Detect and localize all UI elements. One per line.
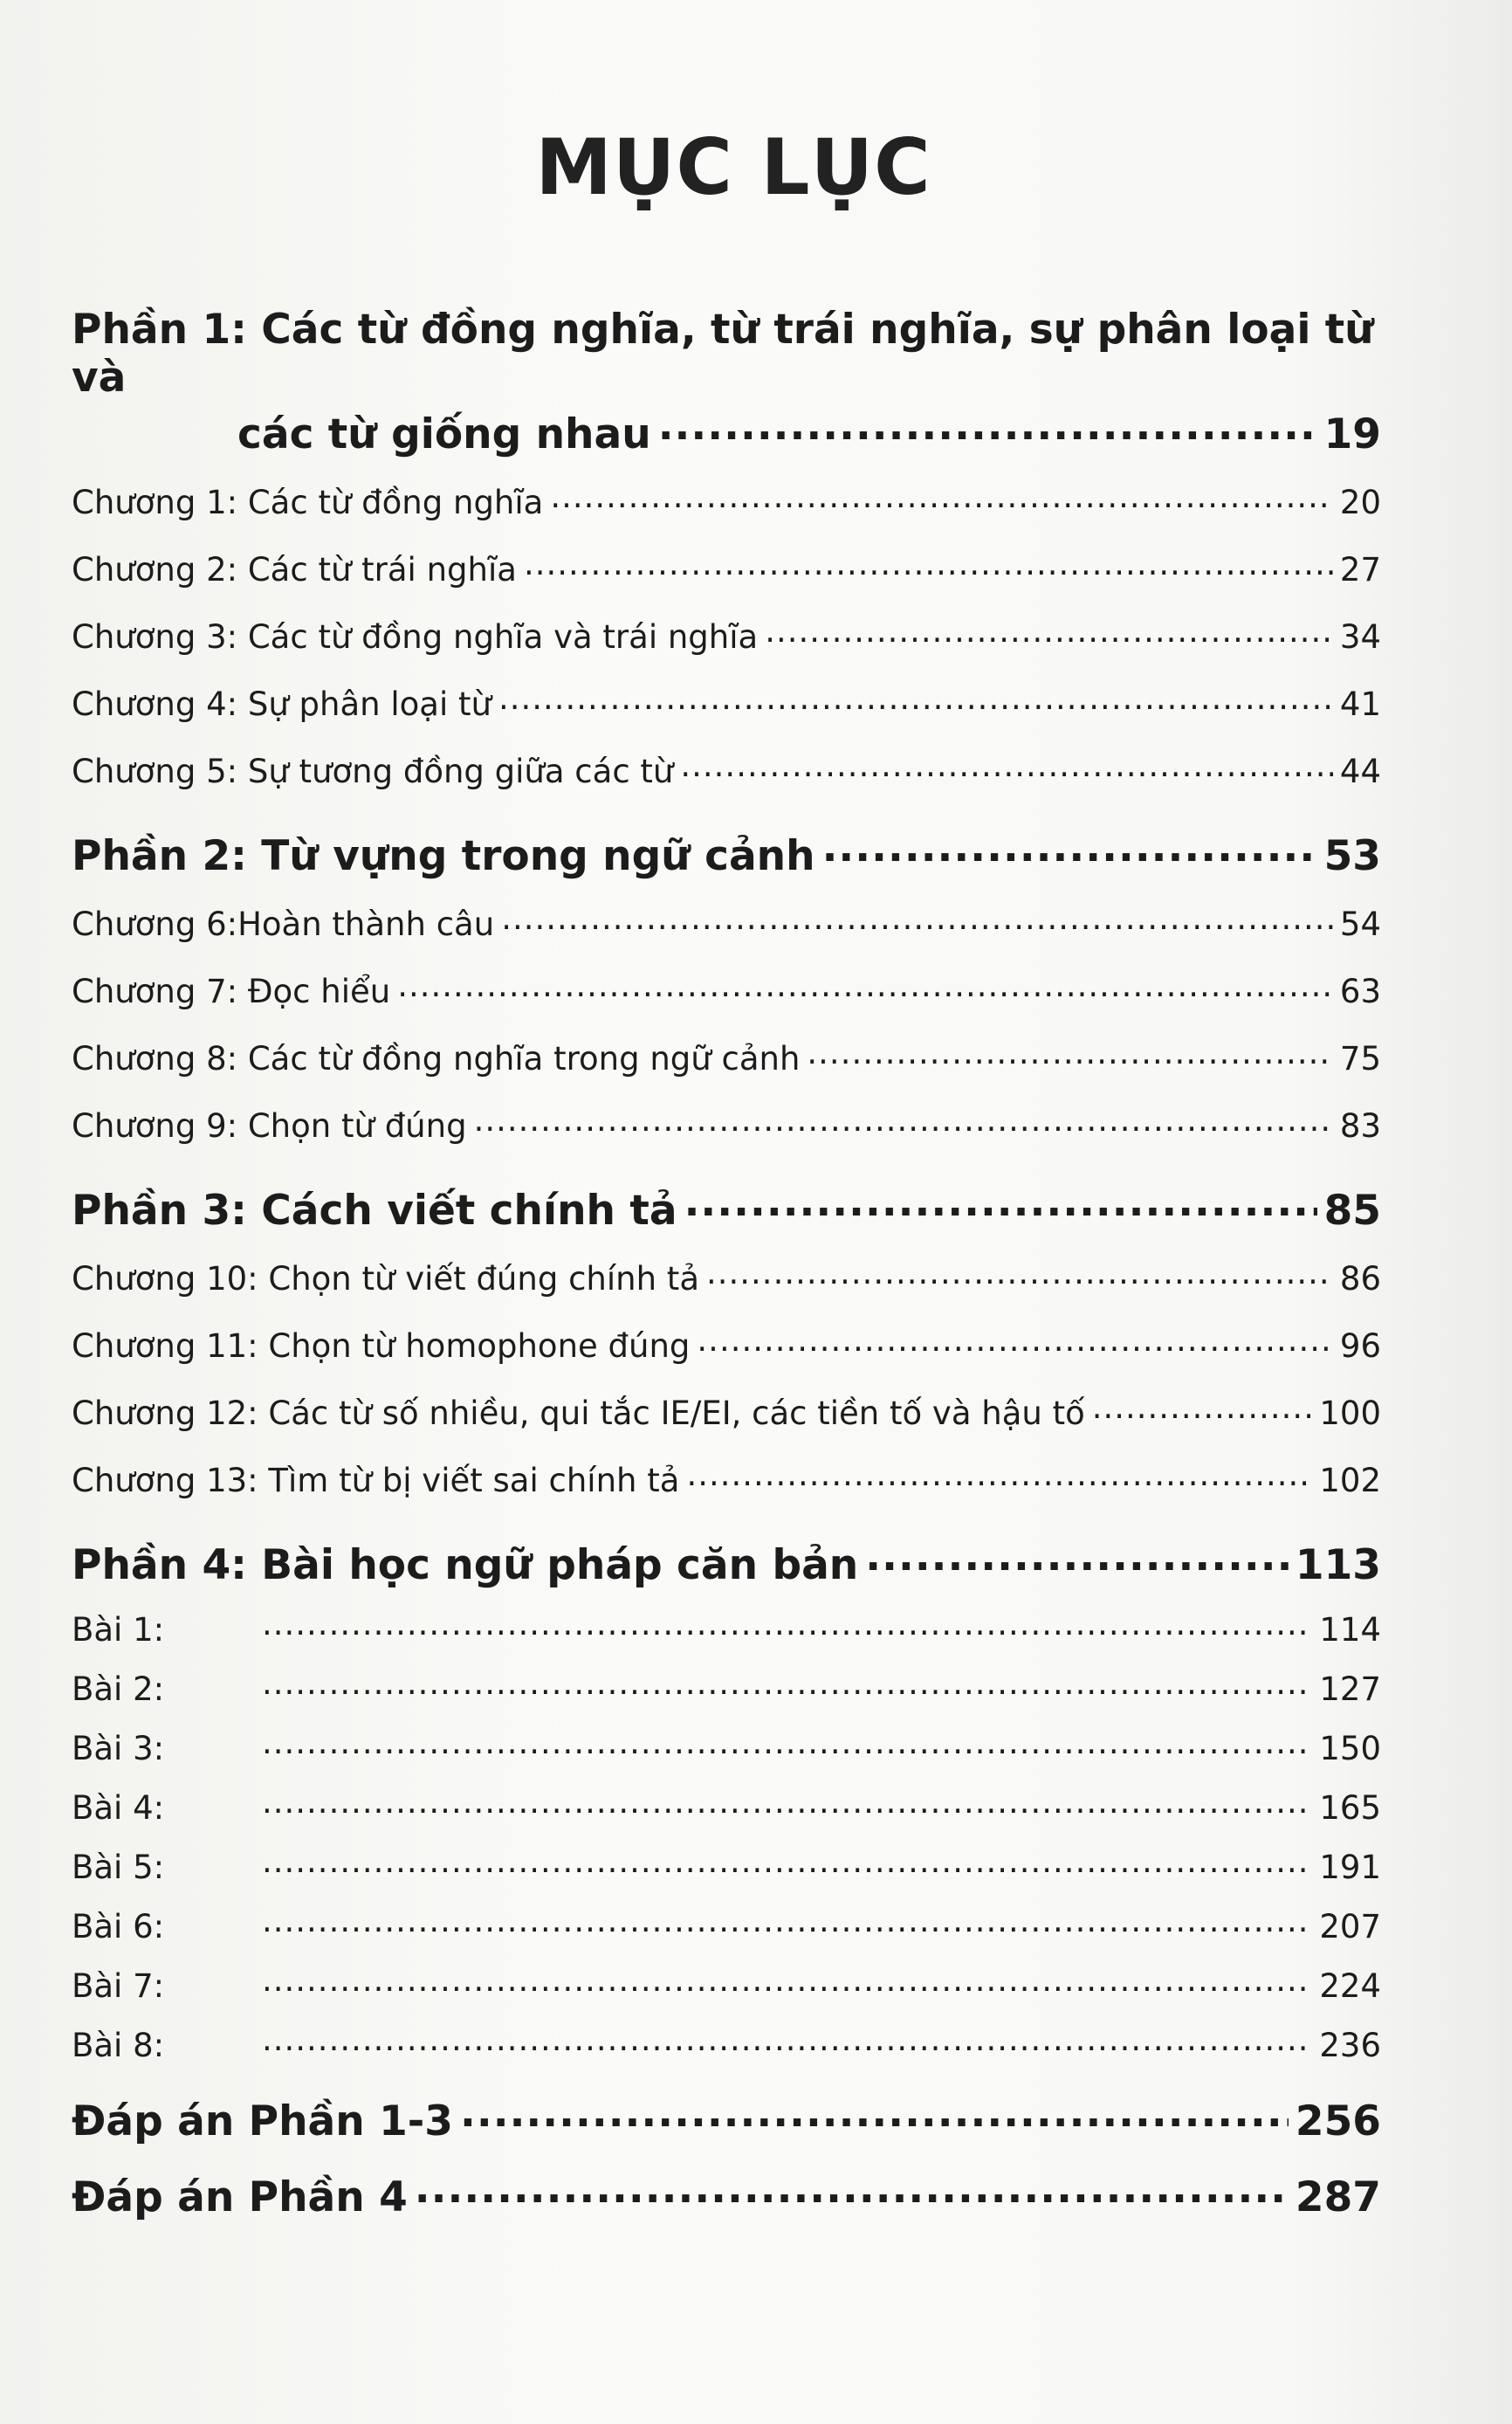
toc-part-4[interactable] xyxy=(72,1538,1381,1589)
lesson-page: 127 xyxy=(1319,1670,1381,1708)
lesson-page: 236 xyxy=(1319,2027,1381,2064)
lesson-page: 207 xyxy=(1319,1908,1381,1945)
chapter-page: 34 xyxy=(1339,618,1381,656)
dot-leader xyxy=(474,1105,1333,1137)
toc-part-2[interactable] xyxy=(72,829,1381,880)
dot-leader xyxy=(262,1668,1312,1700)
chapter-label: Chương 12: Các từ số nhiều, qui tắc IE/EI, các tiền tố và hậu tố xyxy=(72,1394,1085,1432)
chapter-page: 63 xyxy=(1339,973,1381,1010)
toc-chapter-3[interactable] xyxy=(72,616,1381,656)
chapter-label: Chương 8: Các từ đồng nghĩa trong ngữ cảnh xyxy=(72,1040,801,1078)
chapter-label: Chương 13: Tìm từ bị viết sai chính tả xyxy=(72,1462,680,1499)
chapter-label: Chương 3: Các từ đồng nghĩa và trái nghĩa xyxy=(72,618,759,656)
toc-chapter-1[interactable] xyxy=(72,481,1381,521)
toc-chapter-4[interactable] xyxy=(72,683,1381,723)
chapter-page: 41 xyxy=(1339,685,1381,723)
dot-leader xyxy=(680,750,1333,782)
table-of-contents xyxy=(72,306,1381,2221)
chapter-label: Chương 10: Chọn từ viết đúng chính tả xyxy=(72,1260,699,1298)
dot-leader xyxy=(1092,1392,1313,1424)
dot-leader xyxy=(865,1538,1289,1579)
chapter-page: 54 xyxy=(1339,906,1381,943)
part-1-title-line1: Phần 1: Các từ đồng nghĩa, từ trái nghĩa, sự phân loại từ và xyxy=(72,306,1374,402)
chapter-page: 86 xyxy=(1339,1260,1381,1298)
chapter-page: 20 xyxy=(1339,484,1381,521)
lesson-label: Bài 7: xyxy=(72,1967,165,2005)
dot-leader xyxy=(706,1257,1333,1290)
toc-lesson-7[interactable] xyxy=(72,1965,1381,2005)
chapter-label: Chương 4: Sự phân loại từ xyxy=(72,685,491,723)
toc-chapter-13[interactable] xyxy=(72,1459,1381,1499)
chapter-label: Chương 5: Sự tương đồng giữa các từ xyxy=(72,753,674,790)
chapter-label: Chương 7: Đọc hiểu xyxy=(72,973,391,1010)
dot-leader xyxy=(262,2024,1312,2056)
dot-leader xyxy=(262,1608,1312,1641)
dot-leader xyxy=(658,407,1317,448)
lesson-page: 191 xyxy=(1319,1849,1381,1886)
chapter-page: 44 xyxy=(1339,753,1381,790)
chapter-label: Chương 6:Hoàn thành câu xyxy=(72,906,495,943)
part-1-page: 19 xyxy=(1323,410,1381,458)
chapter-label: Chương 11: Chọn từ homophone đúng xyxy=(72,1327,691,1365)
toc-lesson-5[interactable] xyxy=(72,1846,1381,1886)
answers-page: 256 xyxy=(1295,2097,1381,2145)
dot-leader xyxy=(822,829,1317,870)
dot-leader xyxy=(498,683,1333,715)
toc-part-3[interactable] xyxy=(72,1183,1381,1235)
toc-lesson-2[interactable] xyxy=(72,1668,1381,1708)
dot-leader xyxy=(262,1846,1312,1878)
dot-leader xyxy=(262,1905,1312,1938)
toc-lesson-4[interactable] xyxy=(72,1787,1381,1827)
toc-answers-1-3[interactable] xyxy=(72,2094,1381,2145)
chapter-page: 83 xyxy=(1339,1107,1381,1145)
part-2-page: 53 xyxy=(1323,832,1381,880)
lesson-page: 165 xyxy=(1319,1789,1381,1827)
lesson-label: Bài 6: xyxy=(72,1908,165,1945)
dot-leader xyxy=(765,616,1333,648)
chapter-page: 100 xyxy=(1319,1394,1381,1432)
part-4-title: Phần 4: Bài học ngữ pháp căn bản xyxy=(72,1541,859,1589)
chapter-page: 75 xyxy=(1339,1040,1381,1078)
lesson-label: Bài 8: xyxy=(72,2027,165,2064)
toc-part-1[interactable] xyxy=(72,306,1381,458)
chapter-page: 96 xyxy=(1339,1327,1381,1365)
toc-chapter-8[interactable] xyxy=(72,1037,1381,1078)
lesson-label: Bài 1: xyxy=(72,1611,165,1649)
toc-chapter-11[interactable] xyxy=(72,1325,1381,1365)
toc-lesson-6[interactable] xyxy=(72,1905,1381,1945)
dot-leader xyxy=(415,2170,1289,2211)
dot-leader xyxy=(686,1459,1312,1491)
toc-chapter-10[interactable] xyxy=(72,1257,1381,1298)
toc-chapter-6[interactable] xyxy=(72,903,1381,943)
dot-leader xyxy=(501,903,1333,935)
lesson-page: 224 xyxy=(1319,1967,1381,2005)
part-1-title-line2: các từ giống nhau xyxy=(237,410,651,458)
chapter-page: 27 xyxy=(1339,551,1381,589)
page-title: MỤC LỤC xyxy=(535,122,931,212)
dot-leader xyxy=(262,1787,1312,1819)
dot-leader xyxy=(262,1965,1312,1997)
chapter-label: Chương 2: Các từ trái nghĩa xyxy=(72,551,517,589)
dot-leader xyxy=(460,2094,1289,2135)
dot-leader xyxy=(807,1037,1333,1070)
part-2-title: Phần 2: Từ vựng trong ngữ cảnh xyxy=(72,832,815,880)
part-3-page: 85 xyxy=(1323,1187,1381,1235)
dot-leader xyxy=(550,481,1333,513)
dot-leader xyxy=(697,1325,1332,1357)
dot-leader xyxy=(524,548,1333,581)
chapter-label: Chương 9: Chọn từ đúng xyxy=(72,1107,467,1145)
answers-label: Đáp án Phần 1-3 xyxy=(72,2097,453,2145)
dot-leader xyxy=(262,1727,1312,1759)
lesson-label: Bài 2: xyxy=(72,1670,165,1708)
chapter-label: Chương 1: Các từ đồng nghĩa xyxy=(72,484,544,521)
toc-lesson-1[interactable] xyxy=(72,1608,1381,1649)
lesson-page: 150 xyxy=(1319,1730,1381,1767)
toc-lesson-3[interactable] xyxy=(72,1727,1381,1767)
part-4-page: 113 xyxy=(1295,1541,1381,1589)
dot-leader xyxy=(397,970,1333,1002)
chapter-page: 102 xyxy=(1319,1462,1381,1499)
toc-chapter-12[interactable] xyxy=(72,1392,1381,1432)
part-3-title: Phần 3: Cách viết chính tả xyxy=(72,1187,677,1235)
dot-leader xyxy=(684,1183,1317,1224)
answers-page: 287 xyxy=(1295,2173,1381,2221)
toc-answers-4[interactable] xyxy=(72,2170,1381,2221)
lesson-label: Bài 5: xyxy=(72,1849,165,1886)
toc-lesson-8[interactable] xyxy=(72,2024,1381,2064)
lesson-page: 114 xyxy=(1319,1611,1381,1649)
lesson-label: Bài 4: xyxy=(72,1789,165,1827)
toc-chapter-7[interactable] xyxy=(72,970,1381,1010)
lesson-label: Bài 3: xyxy=(72,1730,165,1767)
toc-chapter-2[interactable] xyxy=(72,548,1381,589)
toc-chapter-5[interactable] xyxy=(72,750,1381,790)
answers-label: Đáp án Phần 4 xyxy=(72,2173,408,2221)
toc-chapter-9[interactable] xyxy=(72,1105,1381,1145)
